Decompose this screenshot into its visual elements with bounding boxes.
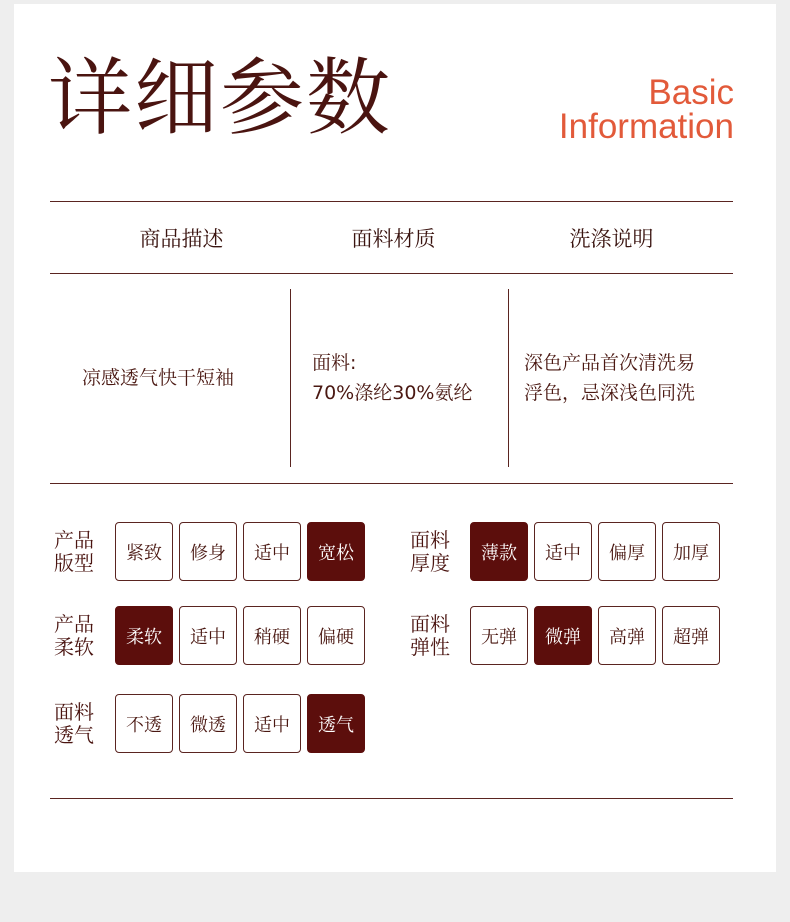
column-divider-1 xyxy=(290,289,291,467)
option-elasticity-slight[interactable]: 微弹 xyxy=(534,606,592,665)
option-thickness-thickish[interactable]: 偏厚 xyxy=(598,522,656,581)
divider-top xyxy=(50,201,733,202)
column-divider-2 xyxy=(508,289,509,467)
attr-label-line: 面料 xyxy=(410,612,450,636)
option-fit-loose[interactable]: 宽松 xyxy=(307,522,365,581)
option-breath-medium[interactable]: 适中 xyxy=(243,694,301,753)
header-description: 商品描述 xyxy=(139,227,224,251)
attr-label-line: 透气 xyxy=(54,723,94,747)
option-thickness-thick[interactable]: 加厚 xyxy=(662,522,720,581)
option-elasticity-high[interactable]: 高弹 xyxy=(598,606,656,665)
option-thickness-thin[interactable]: 薄款 xyxy=(470,522,528,581)
option-breath-breathable[interactable]: 透气 xyxy=(307,694,365,753)
description-cell xyxy=(82,289,282,467)
fit-options xyxy=(115,522,365,581)
attr-label-line: 面料 xyxy=(54,700,94,724)
subtitle-line-1: Basic xyxy=(648,73,734,112)
washing-cell xyxy=(524,289,724,467)
attr-label-line: 柔软 xyxy=(54,635,94,659)
divider-bottom xyxy=(50,798,733,799)
divider-header xyxy=(50,273,733,274)
option-softness-hard[interactable]: 偏硬 xyxy=(307,606,365,665)
breathability-options xyxy=(115,694,365,753)
material-line-1: 面料: xyxy=(312,352,357,374)
divider-middle xyxy=(50,483,733,484)
material-line-2: 70%涤纶30%氨纶 xyxy=(312,382,473,404)
elasticity-options xyxy=(470,606,720,665)
header-washing: 洗涤说明 xyxy=(569,227,654,251)
option-breath-none[interactable]: 不透 xyxy=(115,694,173,753)
attr-label-line: 产品 xyxy=(54,612,94,636)
english-subtitle xyxy=(558,73,734,146)
option-fit-regular[interactable]: 适中 xyxy=(243,522,301,581)
attr-label-line: 版型 xyxy=(54,551,94,575)
option-softness-firm[interactable]: 稍硬 xyxy=(243,606,301,665)
washing-line-2: 浮色，忌深浅色同洗 xyxy=(524,382,696,404)
option-fit-slim[interactable]: 修身 xyxy=(179,522,237,581)
attr-label-line: 产品 xyxy=(54,528,94,552)
attr-label-elasticity xyxy=(410,613,462,659)
option-elasticity-super[interactable]: 超弹 xyxy=(662,606,720,665)
page-title: 详细参数 xyxy=(48,49,393,147)
option-breath-slight[interactable]: 微透 xyxy=(179,694,237,753)
thickness-options xyxy=(470,522,720,581)
parameter-card xyxy=(14,4,776,872)
option-elasticity-none[interactable]: 无弹 xyxy=(470,606,528,665)
softness-options xyxy=(115,606,365,665)
header-material: 面料材质 xyxy=(351,227,436,251)
attr-label-thickness xyxy=(410,529,462,575)
option-softness-medium[interactable]: 适中 xyxy=(179,606,237,665)
washing-line-1: 深色产品首次清洗易 xyxy=(524,352,696,374)
description-text: 凉感透气快干短袖 xyxy=(82,367,235,389)
option-thickness-medium[interactable]: 适中 xyxy=(534,522,592,581)
attr-label-fit xyxy=(54,529,106,575)
attr-label-softness xyxy=(54,613,106,659)
attr-label-line: 厚度 xyxy=(410,551,450,575)
attr-label-line: 面料 xyxy=(410,528,450,552)
option-fit-tight[interactable]: 紧致 xyxy=(115,522,173,581)
attr-label-breathability xyxy=(54,701,106,747)
material-cell xyxy=(312,289,502,467)
option-softness-soft[interactable]: 柔软 xyxy=(115,606,173,665)
attr-label-line: 弹性 xyxy=(410,635,450,659)
subtitle-line-2: Information xyxy=(558,107,734,146)
